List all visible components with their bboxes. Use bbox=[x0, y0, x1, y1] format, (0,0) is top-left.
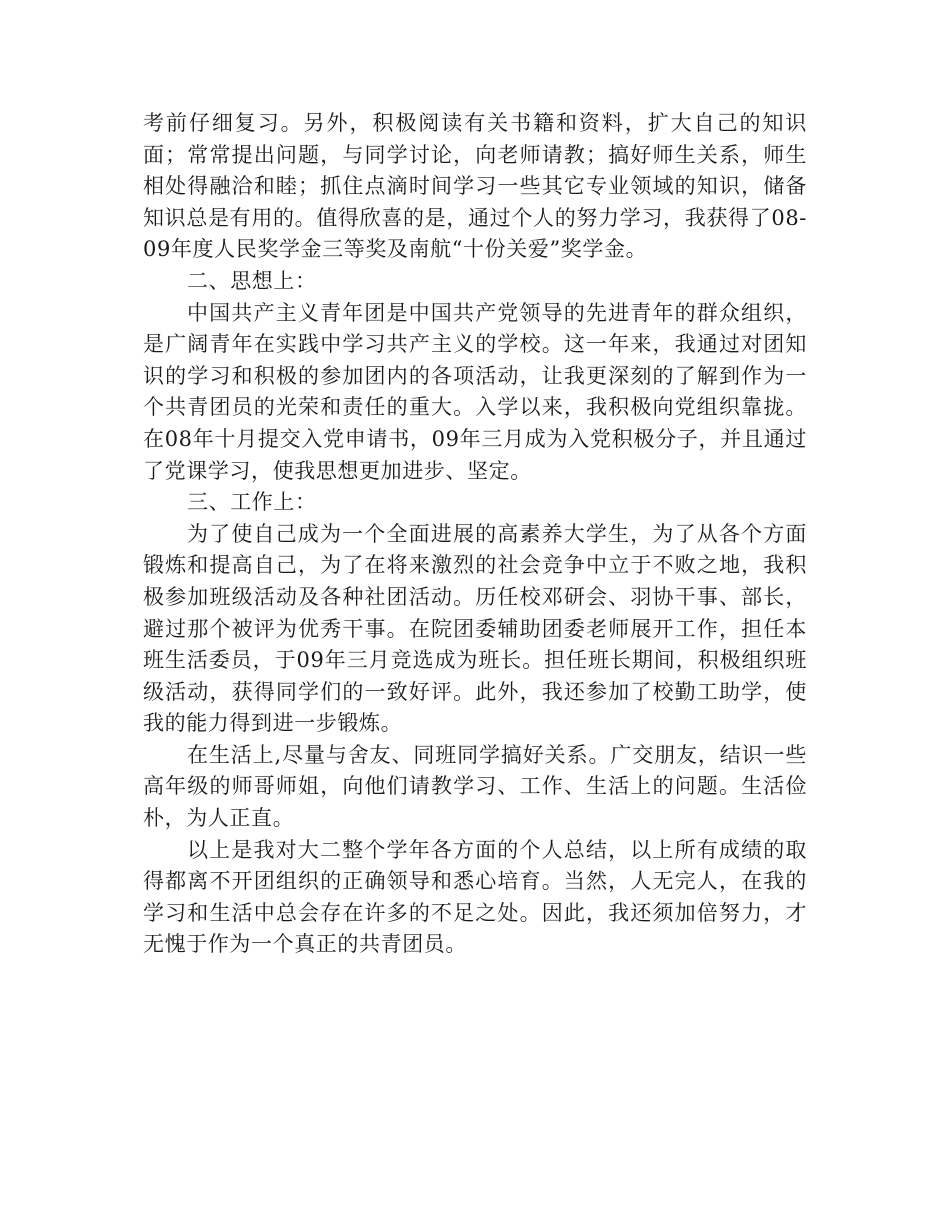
paragraph-conclusion: 以上是我对大二整个学年各方面的个人总结，以上所有成绩的取得都离不开团组织的正确领导和悉心培育。当然，人无完人，在我的学习和生活中总会存在许多的不足之处。因此，我还须加倍努力，才无愧于作为一个真正的共青团员。 bbox=[143, 837, 807, 957]
paragraph-ideology: 中国共产主义青年团是中国共产党领导的先进青年的群众组织，是广阔青年在实践中学习共产主义的学校。这一年来，我通过对团知识的学习和积极的参加团内的各项活动，让我更深刻的了解到作为一个共青团员的光荣和责任的重大。入学以来，我积极向党组织靠拢。在08年十月提交入党申请书，09年三月成为入党积极分子，并且通过了党课学习，使我思想更加进步、坚定。 bbox=[143, 300, 807, 483]
document-body bbox=[143, 108, 807, 961]
paragraph-work: 为了使自己成为一个全面进展的高素养大学生，为了从各个方面锻炼和提高自己，为了在将来激烈的社会竞争中立于不败之地，我积极参加班级活动及各种社团活动。历任校邓研会、羽协干事、部长，避过那个被评为优秀干事。在院团委辅助团委老师展开工作，担任本班生活委员，于09年三月竞选成为班长。担任班长期间，积极组织班级活动，获得同学们的一致好评。此外，我还参加了校勤工助学，使我的能力得到进一步锻炼。 bbox=[143, 521, 807, 736]
paragraph-life: 在生活上,尽量与舍友、同班同学搞好关系。广交朋友，结识一些高年级的师哥师姐，向他们请教学习、工作、生活上的问题。生活俭朴，为人正直。 bbox=[143, 742, 807, 831]
section-heading-ideology: 二、思想上： bbox=[187, 268, 317, 293]
section-heading-work: 三、工作上： bbox=[187, 490, 317, 515]
paragraph-study-continued: 考前仔细复习。另外，积极阅读有关书籍和资料，扩大自己的知识面；常常提出问题，与同学讨论，向老师请教；搞好师生关系，师生相处得融洽和睦；抓住点滴时间学习一些其它专业领域的知识，储备知识总是有用的。值得欣喜的是，通过个人的努力学习，我获得了08-09年度人民奖学金三等奖及南航“十份关爱”奖学金。 bbox=[143, 111, 807, 262]
